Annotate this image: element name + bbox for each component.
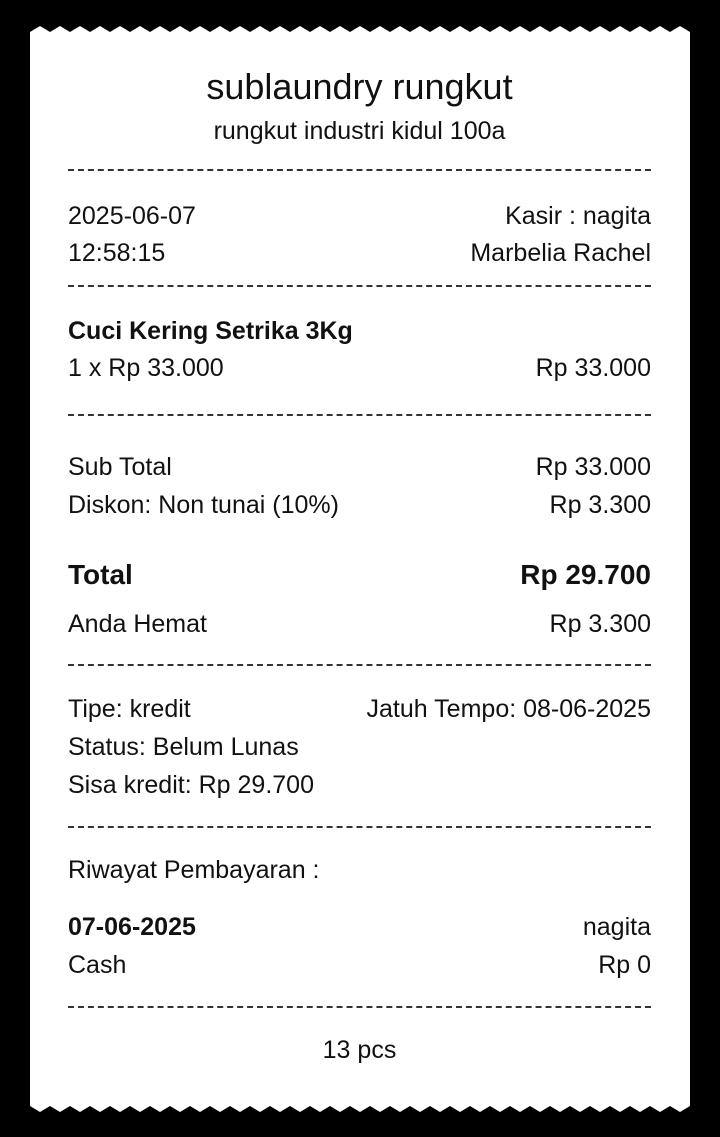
credit-status: Status: Belum Lunas [68, 733, 299, 761]
transaction-date: 2025-06-07 [68, 202, 196, 230]
payment-cashier: nagita [582, 913, 651, 941]
payment-method: Cash [68, 951, 127, 979]
customer-name: Marbelia Rachel [470, 239, 651, 267]
divider [68, 414, 651, 416]
divider [68, 169, 651, 171]
store-address: rungkut industri kidul 100a [213, 117, 506, 145]
total-row [68, 558, 651, 592]
payment-history-heading: Riwayat Pembayaran : [68, 856, 320, 884]
savings-row [68, 609, 651, 639]
discount-label: Diskon: Non tunai (10%) [68, 491, 339, 519]
item-subtotal: Rp 33.000 [535, 354, 651, 382]
savings-label: Anda Hemat [68, 610, 207, 638]
cashier-name: Kasir : nagita [505, 202, 651, 230]
payment-amount: Rp 0 [598, 951, 651, 979]
date-cashier-row [68, 201, 651, 231]
item-qty-price: 1 x Rp 33.000 [68, 354, 224, 382]
credit-due-date: Jatuh Tempo: 08-06-2025 [366, 695, 651, 723]
receipt-bottom-edge [30, 1100, 690, 1112]
divider [68, 664, 651, 666]
divider [68, 285, 651, 287]
discount-row [68, 490, 651, 520]
receipt-paper [30, 32, 690, 1106]
piece-count: 13 pcs [322, 1036, 397, 1064]
item-price-row [68, 353, 651, 383]
payment-entry-detail [68, 950, 651, 980]
discount-value: Rp 3.300 [549, 491, 651, 519]
transaction-time: 12:58:15 [68, 239, 166, 267]
credit-remaining: Sisa kredit: Rp 29.700 [68, 771, 314, 799]
time-customer-row [68, 238, 651, 268]
payment-date: 07-06-2025 [68, 913, 196, 941]
subtotal-row [68, 452, 651, 482]
divider [68, 1006, 651, 1008]
credit-type: Tipe: kredit [68, 695, 191, 723]
store-name: sublaundry rungkut [206, 66, 513, 107]
subtotal-label: Sub Total [68, 453, 172, 481]
divider [68, 826, 651, 828]
savings-value: Rp 3.300 [549, 610, 651, 638]
item-name: Cuci Kering Setrika 3Kg [68, 317, 353, 345]
subtotal-value: Rp 33.000 [535, 453, 651, 481]
payment-entry-header [68, 912, 651, 942]
total-value: Rp 29.700 [520, 559, 651, 590]
total-label: Total [68, 559, 133, 590]
receipt-top-edge [30, 26, 690, 38]
credit-type-row [68, 694, 651, 724]
